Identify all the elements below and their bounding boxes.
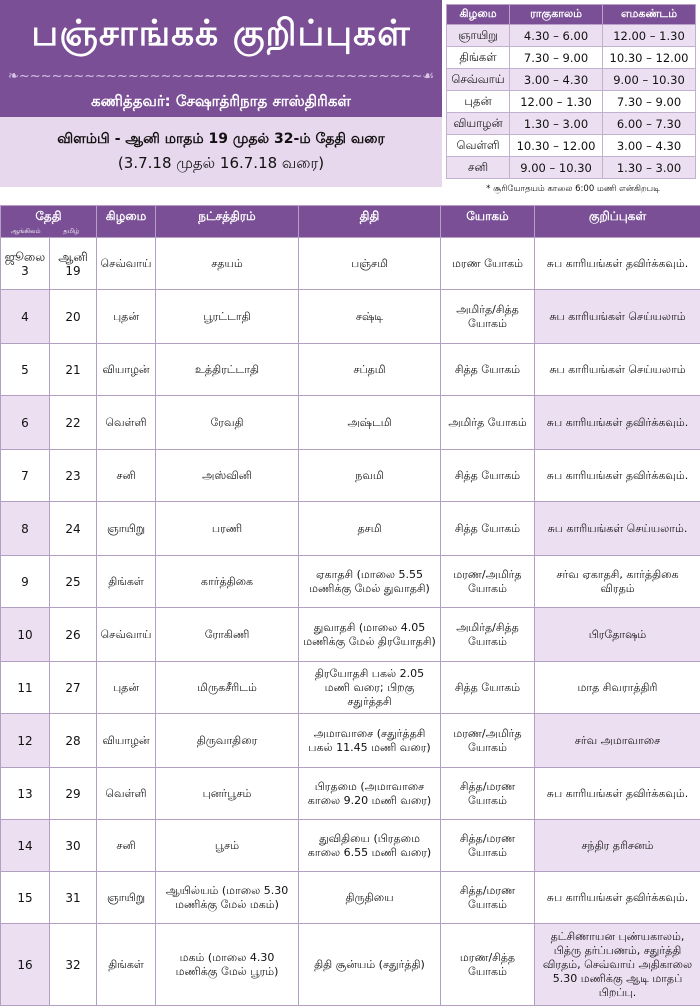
cell-tithi: துவிதியை (பிரதமை காலை 6.55 மணி வரை) bbox=[299, 820, 441, 872]
cell-yogam: மரண யோகம் bbox=[441, 238, 535, 290]
cell-day: ஞாயிறு bbox=[97, 502, 156, 556]
cell-note: பிரதோஷம் bbox=[535, 608, 700, 662]
cell-english-date: 16 bbox=[1, 924, 50, 1006]
timing-day: செவ்வாய் bbox=[447, 69, 510, 91]
cell-note: மாத சிவராத்திரி bbox=[535, 662, 700, 714]
cell-english-date: 6 bbox=[1, 396, 50, 450]
cell-note: சந்திர தரிசனம் bbox=[535, 820, 700, 872]
cell-english-date: 14 bbox=[1, 820, 50, 872]
cell-day: திங்கள் bbox=[97, 556, 156, 608]
timing-day: திங்கள் bbox=[447, 47, 510, 69]
header-banner bbox=[0, 0, 442, 117]
timing-day: ஞாயிறு bbox=[447, 25, 510, 47]
cell-star: பரணி bbox=[156, 502, 299, 556]
cell-english-date: 9 bbox=[1, 556, 50, 608]
cell-tithi: தசமி bbox=[299, 502, 441, 556]
cell-yogam: சித்த/மரண யோகம் bbox=[441, 768, 535, 820]
timing-header-yama: எமகண்டம் bbox=[603, 5, 696, 25]
page-title: பஞ்சாங்கக் குறிப்புகள் bbox=[0, 4, 442, 64]
timing-day: வெள்ளி bbox=[447, 135, 510, 157]
header-yogam: யோகம் bbox=[441, 206, 535, 238]
cell-tithi: பஞ்சமி bbox=[299, 238, 441, 290]
cell-tamil-date: 21 bbox=[50, 344, 97, 396]
rahu-yama-table bbox=[446, 4, 696, 179]
date-range-box bbox=[0, 117, 442, 187]
timing-rahu: 1.30 – 3.00 bbox=[510, 113, 603, 135]
table-row bbox=[1, 290, 700, 344]
cell-note: சுப காரியங்கள் தவிர்க்கவும். bbox=[535, 396, 700, 450]
cell-star: பூசம் bbox=[156, 820, 299, 872]
cell-star: பூரட்டாதி bbox=[156, 290, 299, 344]
timing-rahu: 10.30 – 12.00 bbox=[510, 135, 603, 157]
cell-english-date: 8 bbox=[1, 502, 50, 556]
cell-star: மகம் (மாலை 4.30 மணிக்கு மேல் பூரம்) bbox=[156, 924, 299, 1006]
cell-star: திருவாதிரை bbox=[156, 714, 299, 768]
cell-tamil-date: 25 bbox=[50, 556, 97, 608]
cell-day: செவ்வாய் bbox=[97, 608, 156, 662]
cell-tithi: துவாதசி (மாலை 4.05 மணிக்கு மேல் திரயோதசி) bbox=[299, 608, 441, 662]
cell-star: சதயம் bbox=[156, 238, 299, 290]
table-row bbox=[1, 924, 700, 1006]
cell-note: சுப காரியங்கள் தவிர்க்கவும். bbox=[535, 450, 700, 502]
cell-day: வியாழன் bbox=[97, 344, 156, 396]
timing-header-rahu: ராகுகாலம் bbox=[510, 5, 603, 25]
timing-row bbox=[447, 25, 696, 47]
cell-tamil-date: 32 bbox=[50, 924, 97, 1006]
cell-english-date: 13 bbox=[1, 768, 50, 820]
table-row bbox=[1, 820, 700, 872]
cell-yogam: சித்த யோகம் bbox=[441, 344, 535, 396]
cell-note: சுப காரியங்கள் தவிர்க்கவும். bbox=[535, 768, 700, 820]
timing-row bbox=[447, 91, 696, 113]
timing-day: சனி bbox=[447, 157, 510, 179]
date-range-title: விளம்பி - ஆனி மாதம் 19 முதல் 32-ம் தேதி வரை bbox=[0, 127, 442, 151]
header-star: நட்சத்திரம் bbox=[156, 206, 299, 238]
cell-tamil-date: 31 bbox=[50, 872, 97, 924]
header-notes: குறிப்புகள் bbox=[535, 206, 700, 238]
cell-tithi: திதி சூன்யம் (சதுர்த்தி) bbox=[299, 924, 441, 1006]
cell-day: வெள்ளி bbox=[97, 396, 156, 450]
header-day: கிழமை bbox=[97, 206, 156, 238]
cell-tithi: பிரதமை (அமாவாசை காலை 9.20 மணி வரை) bbox=[299, 768, 441, 820]
timing-row bbox=[447, 47, 696, 69]
table-row bbox=[1, 714, 700, 768]
header-date-tamil: தமிழ் bbox=[49, 227, 95, 236]
table-row bbox=[1, 396, 700, 450]
ornament-left: ❧~~~~~~~~~~~~~~~~~~~~~ bbox=[8, 70, 248, 84]
cell-tithi: சப்தமி bbox=[299, 344, 441, 396]
timing-rahu: 4.30 – 6.00 bbox=[510, 25, 603, 47]
cell-yogam: மரண/சித்த யோகம் bbox=[441, 924, 535, 1006]
cell-yogam: அமிர்த/சித்த யோகம் bbox=[441, 290, 535, 344]
cell-star: மிருகசீரிடம் bbox=[156, 662, 299, 714]
cell-day: சனி bbox=[97, 820, 156, 872]
cell-day: ஞாயிறு bbox=[97, 872, 156, 924]
cell-day: திங்கள் bbox=[97, 924, 156, 1006]
header-tithi: திதி bbox=[299, 206, 441, 238]
cell-tamil-date: 22 bbox=[50, 396, 97, 450]
cell-note: சுப காரியங்கள் செய்யலாம் bbox=[535, 290, 700, 344]
timing-rahu: 9.00 – 10.30 bbox=[510, 157, 603, 179]
header-date: தேதி ஆங்கிலம் தமிழ் bbox=[1, 206, 97, 238]
cell-tamil-date: 27 bbox=[50, 662, 97, 714]
timing-header-day: கிழமை bbox=[447, 5, 510, 25]
cell-english-date: 15 bbox=[1, 872, 50, 924]
cell-day: புதன் bbox=[97, 662, 156, 714]
ornament-right: ~~~~~~~~~~~~~~~~~~~~~☙ bbox=[194, 70, 434, 84]
cell-note: சுப காரியங்கள் தவிர்க்கவும். bbox=[535, 872, 700, 924]
cell-tithi: அமாவாசை (சதுர்த்தசி பகல் 11.45 மணி வரை) bbox=[299, 714, 441, 768]
cell-english-date: 11 bbox=[1, 662, 50, 714]
cell-english-date: 4 bbox=[1, 290, 50, 344]
panchangam-table bbox=[0, 205, 700, 1006]
table-row bbox=[1, 608, 700, 662]
cell-yogam: அமிர்த/சித்த யோகம் bbox=[441, 608, 535, 662]
timing-day: வியாழன் bbox=[447, 113, 510, 135]
timing-yama: 1.30 – 3.00 bbox=[603, 157, 696, 179]
sunrise-note: * சூரியோதயம் காலை 6:00 மணி என்கிறபடி bbox=[450, 184, 696, 194]
timing-yama: 12.00 – 1.30 bbox=[603, 25, 696, 47]
cell-tamil-date: 29 bbox=[50, 768, 97, 820]
cell-day: செவ்வாய் bbox=[97, 238, 156, 290]
timing-yama: 10.30 – 12.00 bbox=[603, 47, 696, 69]
cell-tamil-date: 26 bbox=[50, 608, 97, 662]
cell-note: சுப காரியங்கள் செய்யலாம். bbox=[535, 502, 700, 556]
timing-rahu: 7.30 – 9.00 bbox=[510, 47, 603, 69]
cell-english-date: 12 bbox=[1, 714, 50, 768]
timing-yama: 7.30 – 9.00 bbox=[603, 91, 696, 113]
timing-yama: 9.00 – 10.30 bbox=[603, 69, 696, 91]
cell-star: உத்திரட்டாதி bbox=[156, 344, 299, 396]
table-row bbox=[1, 450, 700, 502]
cell-star: புனர்பூசம் bbox=[156, 768, 299, 820]
cell-tithi: ஏகாதசி (மாலை 5.55 மணிக்கு மேல் துவாதசி) bbox=[299, 556, 441, 608]
cell-yogam: மரண/அமிர்த யோகம் bbox=[441, 556, 535, 608]
cell-star: ரோகிணி bbox=[156, 608, 299, 662]
table-row bbox=[1, 502, 700, 556]
cell-tamil-date: 28 bbox=[50, 714, 97, 768]
date-range-english: (3.7.18 முதல் 16.7.18 வரை) bbox=[0, 151, 442, 175]
table-row bbox=[1, 344, 700, 396]
cell-star: ரேவதி bbox=[156, 396, 299, 450]
cell-tamil-date: 23 bbox=[50, 450, 97, 502]
cell-english-date: 5 bbox=[1, 344, 50, 396]
table-row bbox=[1, 556, 700, 608]
cell-yogam: மரண/அமிர்த யோகம் bbox=[441, 714, 535, 768]
cell-tamil-date: 30 bbox=[50, 820, 97, 872]
header-date-english: ஆங்கிலம் bbox=[3, 227, 49, 236]
table-row bbox=[1, 872, 700, 924]
cell-english-date: 7 bbox=[1, 450, 50, 502]
cell-yogam: சித்த யோகம் bbox=[441, 450, 535, 502]
cell-day: வியாழன் bbox=[97, 714, 156, 768]
cell-note: சுப காரியங்கள் தவிர்க்கவும். bbox=[535, 238, 700, 290]
table-row bbox=[1, 662, 700, 714]
cell-english-date: ஜூலை 3 bbox=[1, 238, 50, 290]
cell-day: புதன் bbox=[97, 290, 156, 344]
cell-tithi: நவமி bbox=[299, 450, 441, 502]
cell-star: ஆயில்யம் (மாலை 5.30 மணிக்கு மேல் மகம்) bbox=[156, 872, 299, 924]
timing-rahu: 3.00 – 4.30 bbox=[510, 69, 603, 91]
cell-yogam: சித்த/மரண யோகம் bbox=[441, 820, 535, 872]
cell-note: சுப காரியங்கள் செய்யலாம் bbox=[535, 344, 700, 396]
timing-rahu: 12.00 – 1.30 bbox=[510, 91, 603, 113]
cell-tithi: திருதியை bbox=[299, 872, 441, 924]
timing-yama: 3.00 – 4.30 bbox=[603, 135, 696, 157]
cell-tithi: திரயோதசி பகல் 2.05 மணி வரை; பிறகு சதுர்த்தசி bbox=[299, 662, 441, 714]
timing-yama: 6.00 – 7.30 bbox=[603, 113, 696, 135]
cell-star: கார்த்திகை bbox=[156, 556, 299, 608]
cell-day: சனி bbox=[97, 450, 156, 502]
cell-yogam: சித்த யோகம் bbox=[441, 662, 535, 714]
cell-yogam: சித்த யோகம் bbox=[441, 502, 535, 556]
cell-star: அஸ்வினி bbox=[156, 450, 299, 502]
timing-day: புதன் bbox=[447, 91, 510, 113]
cell-tamil-date: 24 bbox=[50, 502, 97, 556]
timing-row bbox=[447, 113, 696, 135]
cell-note: சர்வ அமாவாசை bbox=[535, 714, 700, 768]
cell-tithi: அஷ்டமி bbox=[299, 396, 441, 450]
cell-tamil-date: 20 bbox=[50, 290, 97, 344]
cell-day: வெள்ளி bbox=[97, 768, 156, 820]
timing-row bbox=[447, 135, 696, 157]
table-row bbox=[1, 768, 700, 820]
cell-yogam: அமிர்த யோகம் bbox=[441, 396, 535, 450]
cell-yogam: சித்த/மரண யோகம் bbox=[441, 872, 535, 924]
timing-row bbox=[447, 157, 696, 179]
author-line: கணித்தவர்: சேஷாத்ரிநாத சாஸ்திரிகள் bbox=[0, 88, 442, 114]
timing-row bbox=[447, 69, 696, 91]
cell-tamil-date: ஆனி 19 bbox=[50, 238, 97, 290]
cell-note: தட்சிணாயன புண்யகாலம், பித்ரு தர்ப்பணம், சதுர்த்தி விரதம், செவ்வாய் அதிகாலை 5.30 மணிக்கு ஆடி மாதப் பிறப்பு. bbox=[535, 924, 700, 1006]
cell-tithi: சஷ்டி bbox=[299, 290, 441, 344]
cell-note: சர்வ ஏகாதசி, கார்த்திகை விரதம் bbox=[535, 556, 700, 608]
cell-english-date: 10 bbox=[1, 608, 50, 662]
table-row bbox=[1, 238, 700, 290]
